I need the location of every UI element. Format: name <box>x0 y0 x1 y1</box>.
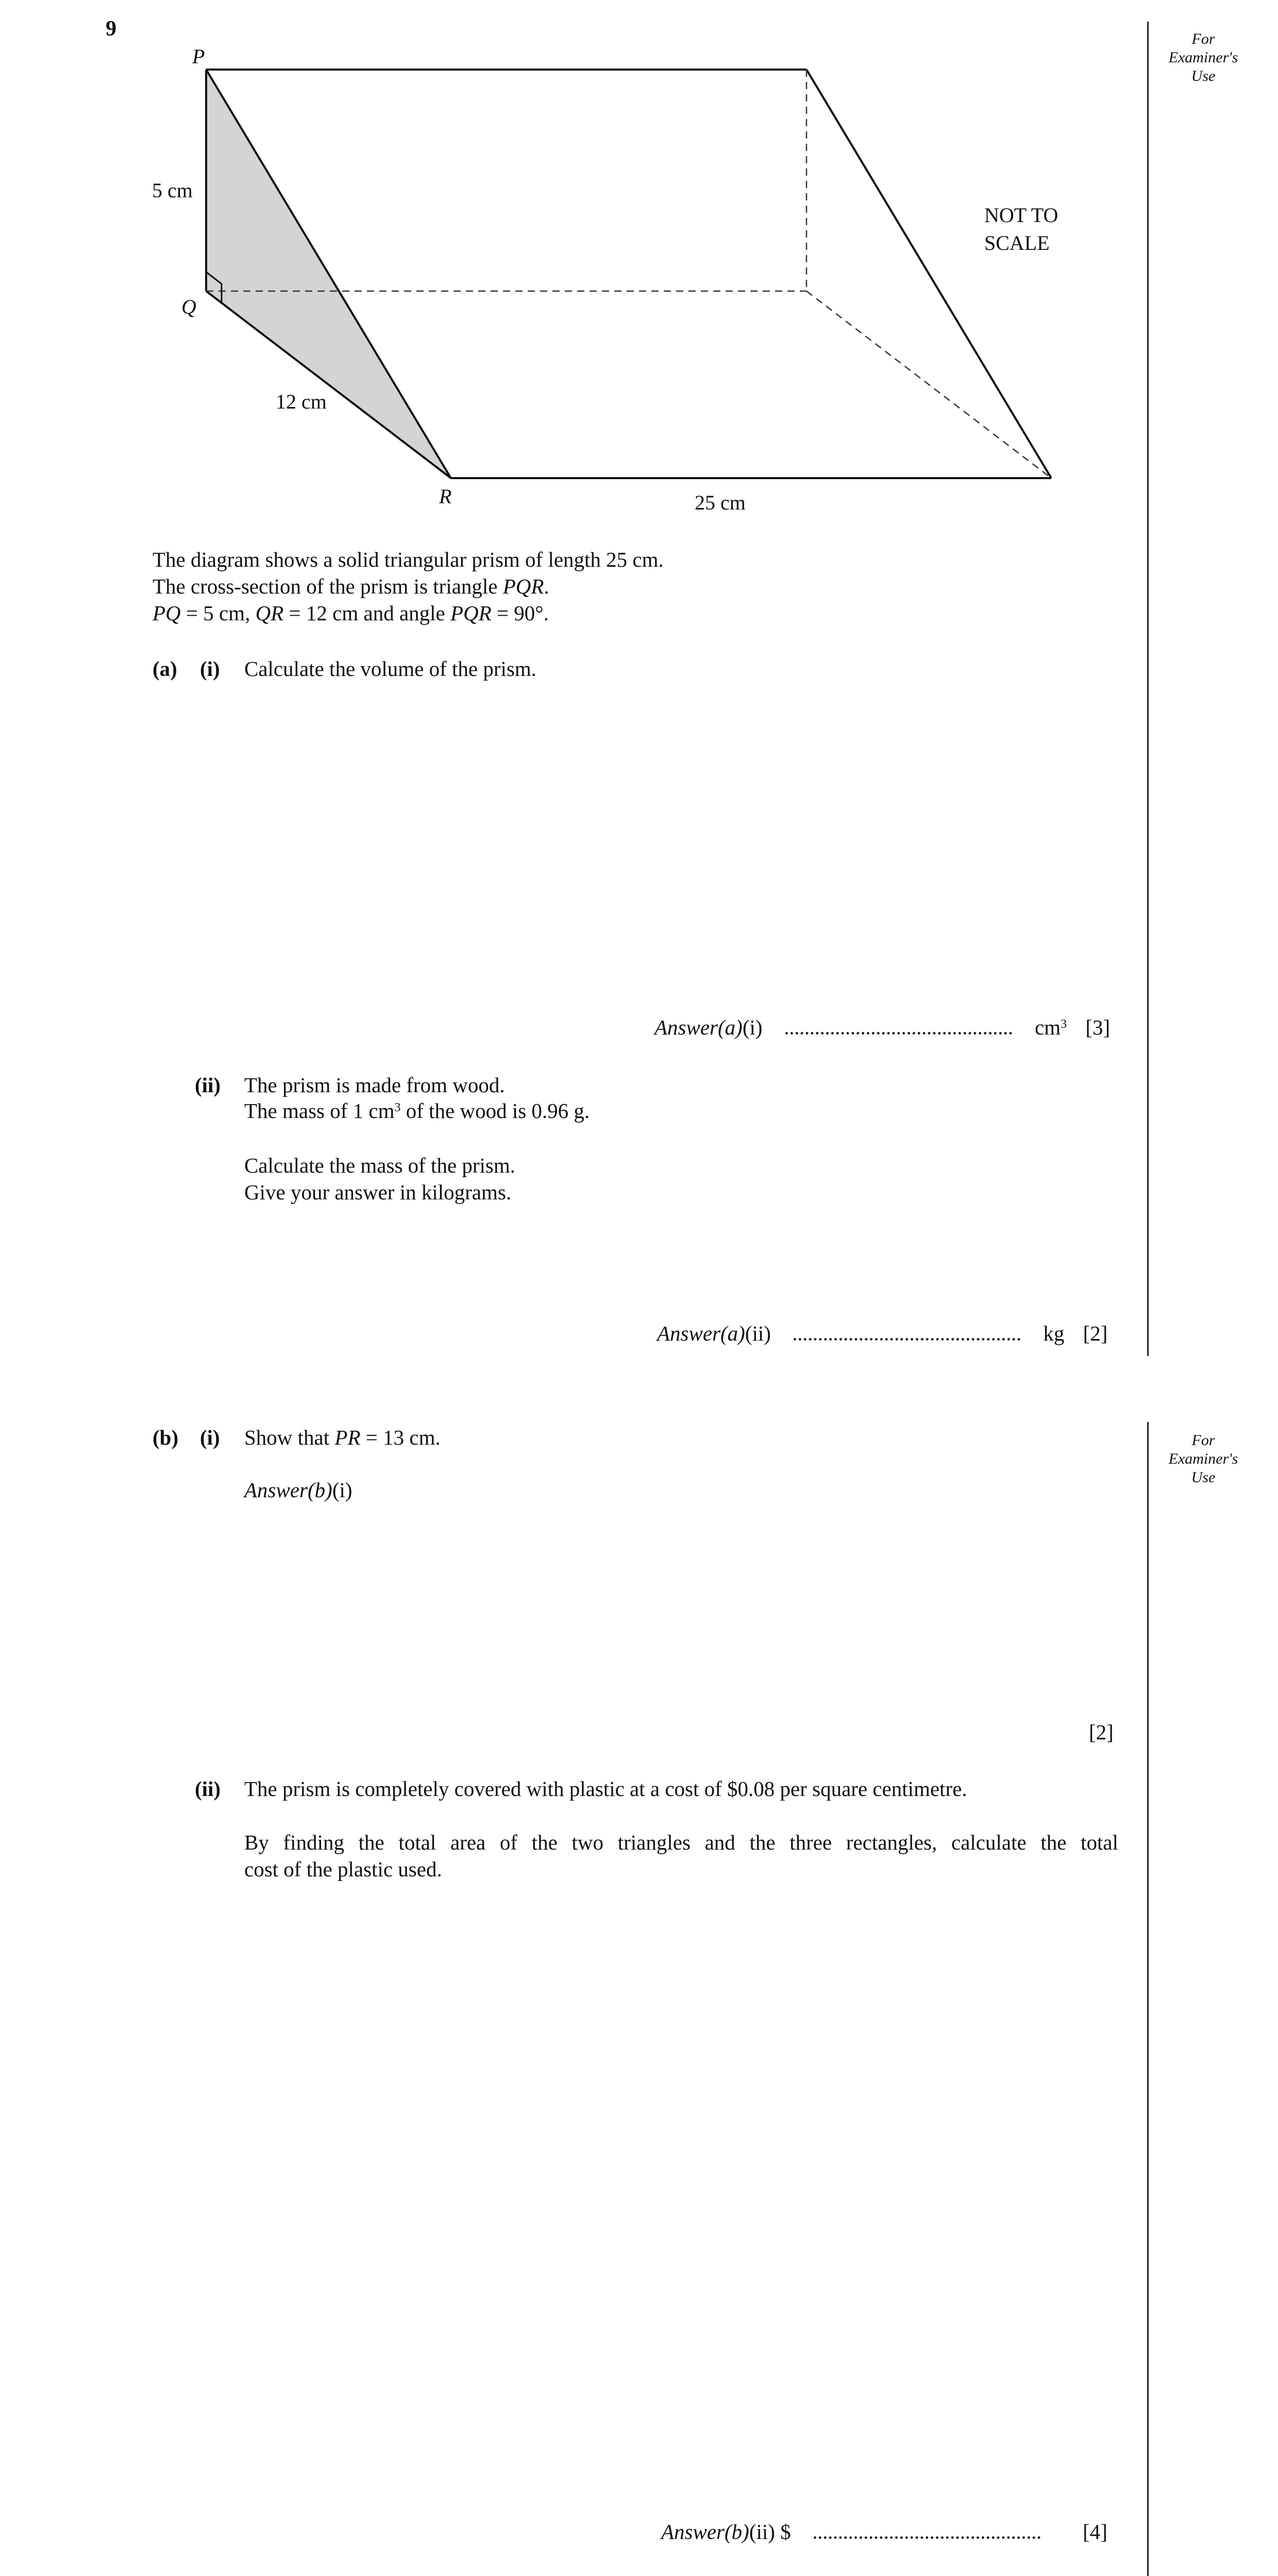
part-b-i-question <box>244 1424 441 1451</box>
marks-b-i: [2] <box>1089 1720 1114 1744</box>
unit-superscript: 3 <box>1061 1018 1067 1031</box>
examiner-label-line3: Use <box>1191 67 1216 84</box>
intro-qr-value: = 12 cm and angle <box>283 601 450 625</box>
part-a-i-label: (i) <box>200 657 220 681</box>
part-a-ii-label: (ii) <box>195 1073 221 1097</box>
prism-diagram <box>0 0 1149 526</box>
answer-label: Answer(b) <box>244 1478 332 1502</box>
part-b-ii-line3: cost of the plastic used. <box>244 1857 442 1881</box>
examiner-label-line3: Use <box>1191 1469 1216 1486</box>
part-b-ii-label: (ii) <box>195 1777 221 1801</box>
examiner-label-top <box>1159 30 1247 86</box>
part-a-ii-line3: Calculate the mass of the prism. <box>244 1154 516 1177</box>
answer-label: Answer(a) <box>657 1321 745 1345</box>
question-number: 9 <box>106 17 116 41</box>
intro-line1: The diagram shows a solid triangular prism of length 25 cm. <box>153 548 664 571</box>
part-b-i-label: (i) <box>200 1426 220 1449</box>
intro-line2 <box>153 573 549 600</box>
intro-line2-end: . <box>544 574 549 598</box>
part-a-ii-answer-row <box>657 1320 1107 1347</box>
diagram-label-qr-length: 12 cm <box>276 390 327 413</box>
intro-pq: PQ <box>153 601 181 625</box>
show-that-value: = 13 cm. <box>360 1426 441 1449</box>
part-b-ii-answer-row <box>661 2518 1107 2545</box>
answer-part-label: (ii) $ <box>749 2520 791 2544</box>
examiner-label-line1: For <box>1191 30 1215 47</box>
part-b-ii-line1: The prism is completely covered with plastic at a cost of $0.08 per square centimetre. <box>244 1777 967 1801</box>
answer-label: Answer(b) <box>661 2520 749 2544</box>
part-a-i-question: Calculate the volume of the prism. <box>244 657 537 681</box>
show-that-pr: PR <box>334 1426 361 1449</box>
prism-hidden-edges <box>206 70 1051 478</box>
part-a-label: (a) <box>153 657 177 681</box>
mass-superscript: 3 <box>394 1101 401 1114</box>
intro-pq-value: = 5 cm, <box>180 601 256 625</box>
diagram-label-q: Q <box>181 295 196 318</box>
not-to-scale-line2: SCALE <box>984 231 1050 255</box>
intro-qr: QR <box>255 601 284 625</box>
part-b-i-answer-label <box>244 1477 352 1503</box>
unit-text: cm <box>1035 1015 1061 1039</box>
marks-b-ii: [4] <box>1083 2520 1107 2544</box>
answer-blank-b-ii[interactable] <box>814 2521 1040 2539</box>
diagram-label-pq-length: 5 cm <box>152 179 193 202</box>
diagram-label-p: P <box>192 45 205 68</box>
answer-blank-a-i[interactable] <box>785 1016 1012 1035</box>
answer-label: Answer(a) <box>654 1015 743 1039</box>
diagram-label-r: R <box>439 485 452 508</box>
intro-line3 <box>153 600 549 626</box>
answer-part-label: (i) <box>742 1015 763 1039</box>
diagram-label-prism-length: 25 cm <box>695 491 746 514</box>
answer-part-label: (ii) <box>745 1321 771 1345</box>
answer-part-label: (i) <box>332 1478 352 1502</box>
mass-text-a: The mass of 1 cm <box>244 1099 395 1123</box>
prism-solid-edges <box>206 70 1051 478</box>
marks-a-ii: [2] <box>1083 1321 1108 1345</box>
part-a-i-answer-row <box>654 1014 1110 1041</box>
mass-text-b: of the wood is 0.96 g. <box>400 1099 590 1123</box>
part-a-ii-line2 <box>244 1097 590 1124</box>
marks-a-i: [3] <box>1085 1015 1111 1039</box>
examiner-label-line2: Examiner's <box>1168 49 1238 66</box>
examiner-label-line1: For <box>1191 1432 1215 1449</box>
part-b-ii-line2: By finding the total area of the two triangles and the three rectangles, calculate the total <box>244 1831 1118 1854</box>
not-to-scale-line1: NOT TO <box>984 204 1058 227</box>
intro-line2-text: The cross-section of the prism is triangle <box>153 574 503 598</box>
examiner-margin-line-bottom <box>1147 1422 1149 2576</box>
intro-angle-value: = 90°. <box>491 601 549 625</box>
examiner-label-bottom <box>1159 1431 1247 1487</box>
unit-cm3 <box>1035 1015 1067 1039</box>
intro-angle-pqr: PQR <box>450 601 492 625</box>
part-a-ii-line1: The prism is made from wood. <box>244 1073 505 1097</box>
examiner-label-line2: Examiner's <box>1168 1450 1238 1467</box>
answer-blank-a-ii[interactable] <box>794 1323 1020 1341</box>
part-a-ii-line4: Give your answer in kilograms. <box>244 1180 512 1204</box>
unit-kg: kg <box>1043 1321 1065 1345</box>
show-that-text: Show that <box>244 1426 335 1449</box>
intro-triangle-name: PQR <box>502 574 544 598</box>
part-b-label: (b) <box>153 1426 179 1449</box>
